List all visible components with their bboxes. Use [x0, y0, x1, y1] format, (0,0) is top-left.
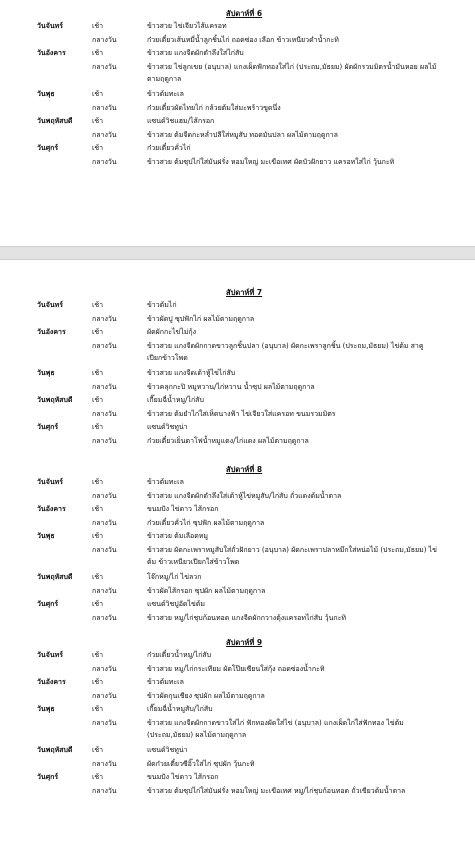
menu-row — [0, 394, 475, 407]
meal-label: เช้า — [92, 49, 104, 58]
meal-label: กลางวัน — [92, 546, 117, 554]
meal-label: กลางวัน — [92, 759, 117, 768]
meal-label: กลางวัน — [92, 691, 117, 700]
menu-text: ข้าวสวย ต้มเลือดหมู — [147, 532, 208, 541]
meal-label: กลางวัน — [92, 382, 117, 391]
day-label: วันอังคาร — [37, 328, 66, 337]
menu-text: ข้าวสวย ต้มจืดกะหล่ำปลีใส่หมูสับ ทอดมันปลา ผลไม้ตามฤดูกาล — [147, 130, 338, 139]
menu-row — [0, 340, 475, 364]
meal-label: กลางวัน — [92, 103, 117, 112]
menu-text: ขนมปัง ไข่ดาว ไส้กรอก — [147, 505, 219, 514]
meal-label: กลางวัน — [92, 35, 117, 44]
meal-label: เช้า — [92, 746, 104, 755]
menu-text: ข้าวคลุกกะปิ หมูหวาน/ไก่หวาน น้ำซุป ผลไม้ตามฤดูกาล — [147, 382, 315, 391]
menu-row — [0, 381, 475, 394]
meal-label: กลางวัน — [92, 491, 117, 500]
meal-label: เช้า — [92, 396, 104, 405]
day-label: วันพุธ — [37, 369, 55, 377]
menu-text: ข้าวสวย แกงจืดผักตำลึงใส่ไก่สับ — [147, 49, 244, 58]
meal-label: กลางวัน — [92, 787, 117, 795]
meal-label: เช้า — [92, 301, 104, 309]
day-label: วันอังคาร — [37, 49, 66, 58]
day-label: วันศุกร์ — [37, 600, 59, 609]
menu-text: เกี๊ยมฉี่น้ำหมูสับ/ไก่สับ — [147, 705, 213, 714]
day-label: วันพุธ — [37, 705, 55, 714]
menu-text: แซนด์วิชทูน่า — [147, 423, 188, 432]
week-title: สัปดาห์ที่ 9 — [226, 638, 263, 647]
meal-label: เช้า — [92, 505, 104, 514]
week-title: สัปดาห์ที่ 7 — [226, 288, 263, 297]
menu-row — [0, 20, 475, 33]
day-label: วันอังคาร — [37, 505, 66, 514]
menu-row — [0, 571, 475, 584]
menu-row — [0, 421, 475, 434]
menu-text: ข้าวสวย ไข่เจียวไส้แครอท — [147, 22, 227, 30]
menu-text: ข้าวสวย แกงจืดผักตำลึงใส่เต้าหู้ไข่หมูสับ/ไก่สับ ถั่วแดงต้มน้ำตาล — [147, 491, 342, 500]
meal-label: เช้า — [92, 532, 104, 541]
day-label: วันศุกร์ — [37, 773, 59, 782]
menu-row — [0, 585, 475, 598]
menu-text: เกี๊ยมฉี่น้ำหมู/ไก่สับ — [147, 396, 204, 405]
menu-row — [0, 490, 475, 503]
meal-label: กลางวัน — [92, 314, 117, 323]
week-title: สัปดาห์ที่ 8 — [226, 465, 263, 474]
menu-text: ก๋วยเตี๋ยวผัดไทยไก่ กล้วยต้มใส่มะพร้าวขูดนึ่ง — [147, 103, 281, 112]
meal-label: เช้า — [92, 117, 104, 126]
meal-label: เช้า — [92, 651, 104, 659]
menu-row — [0, 88, 475, 101]
menu-row — [0, 717, 475, 741]
menu-row — [0, 367, 475, 380]
menu-text: ข้าวสวย หมู/ไก่ชุบก้อนทอด แกงจืดผักกวางตุ้งแครอทไก่สับ วุ้นกะทิ — [147, 614, 346, 622]
menu-text: ข้าวสวย ต้มยำไก่ใส่เห็ดนางฟ้า ไข่เจียวใส่แครอท ขนมรวมมิตร — [147, 409, 336, 418]
menu-text: ข้าวสวย ผัดกะเพราหมูสับใส่ถั่วฝักยาว (อนุบาล) ผัดกะเพราปลาหมึกใส่หน่อไม้ (ประถม,มัธยม) ไข่ต้ม ข้าวเหนียวเปียกใส่ข้าวโพด — [147, 546, 437, 566]
day-label: วันพฤหัสบดี — [37, 746, 73, 755]
day-label: วันพุธ — [37, 90, 55, 98]
day-label: วันจันทร์ — [37, 478, 63, 486]
menu-row — [0, 61, 475, 85]
meal-label: เช้า — [92, 478, 104, 486]
meal-label: เช้า — [92, 600, 104, 609]
meal-label: กลางวัน — [92, 409, 117, 418]
day-label: วันศุกร์ — [37, 144, 59, 153]
meal-label: กลางวัน — [92, 158, 117, 166]
menu-row — [0, 503, 475, 516]
menu-row — [0, 299, 475, 312]
menu-text: แซนด์วิชแฮม/ไส้กรอก — [147, 117, 215, 126]
menu-row — [0, 326, 475, 339]
menu-text: ข้าวสวย แกงจืดผักกาดขาวลูกชิ้นปลา (อนุบาล) ผัดกะเพราลูกชิ้น (ประถม,มัธยม) ไข่ต้ม สาคูเปียกข้าวโพด — [147, 341, 424, 362]
menu-row — [0, 676, 475, 689]
meal-label: เช้า — [92, 705, 104, 714]
menu-text: ข้าวผัดไส้กรอก ซุปผัก ผลไม้ตามฤดูกาล — [147, 586, 266, 595]
menu-text: ข้าวสวย แกงจืดผักกาดขาวใส่ไก่ ฟักทองผัดใส่ไข่ (อนุบาล) แกงเผ็ดไก่ใส่ฟักทอง ไข่ต้ม (ประถม,มัธยม) ผลไม้ตามฤดูกาล — [147, 719, 404, 739]
menu-text: ข้าวต้มทะเล — [147, 90, 184, 98]
day-label: วันอังคาร — [37, 678, 66, 687]
meal-label: กลางวัน — [92, 437, 117, 445]
menu-row — [0, 156, 475, 169]
menu-row — [0, 612, 475, 625]
day-label: วันพฤหัสบดี — [37, 396, 73, 405]
menu-text: ข้าวต้มทะเล — [147, 678, 184, 687]
menu-text: ก๋วยเตี๋ยวคั่วไก่ ซุปฟัก ผลไม้ตามฤดูกาล — [147, 518, 265, 527]
meal-label: กลางวัน — [92, 719, 117, 727]
meal-label: เช้า — [92, 369, 104, 377]
menu-text: ผัดก๋วยเตี๋ยวซีอิ๊วใส่ไก่ ซุปผัก วุ้นกะทิ — [147, 759, 255, 768]
menu-row — [0, 34, 475, 47]
meal-label: เช้า — [92, 90, 104, 98]
menu-text: ข้าวสวย แกงจืดเต้าหู้ไข่ไก่สับ — [147, 369, 236, 377]
meal-label: กลางวัน — [92, 586, 117, 595]
menu-text: ข้าวต้มไก่ — [147, 301, 177, 309]
menu-text: ก๋วยเตี๋ยวเส้นหมี่น้ำลูกชิ้นไก่ ถอดซ่อง เลือก ข้าวเหนียวดำน้ำกะทิ — [147, 35, 339, 44]
week-title: สัปดาห์ที่ 6 — [226, 9, 263, 18]
menu-row — [0, 313, 475, 326]
menu-text: ก๋วยเตี๋ยวน้ำหมู/ไก่สับ — [147, 651, 212, 659]
day-label: วันพฤหัสบดี — [37, 573, 73, 582]
menu-row — [0, 785, 475, 798]
menu-row — [0, 517, 475, 530]
menu-row — [0, 649, 475, 662]
meal-label: เช้า — [92, 22, 104, 30]
day-label: วันพุธ — [37, 532, 55, 541]
meal-label: เช้า — [92, 328, 104, 337]
menu-row — [0, 142, 475, 155]
page-separator — [0, 246, 475, 260]
menu-row — [0, 544, 475, 568]
menu-text: แซนด์วิชทูน่า — [147, 746, 188, 755]
menu-text: ข้าวผัดกุนเชียง ซุปผัก ผลไม้ตามฤดูกาล — [147, 691, 265, 700]
menu-row — [0, 408, 475, 421]
meal-label: เช้า — [92, 573, 104, 582]
menu-row — [0, 47, 475, 60]
day-label: วันจันทร์ — [37, 651, 63, 659]
menu-row — [0, 771, 475, 784]
meal-label: เช้า — [92, 678, 104, 687]
meal-label: กลางวัน — [92, 62, 117, 71]
menu-text: ผัดผักกะไข่ไม่กุ้ง — [147, 328, 197, 337]
meal-label: กลางวัน — [92, 341, 117, 350]
meal-label: กลางวัน — [92, 130, 117, 139]
menu-text: ข้าวสวย ต้มซุปไก่ใส่มันฝรั่ง หอมใหญ่ มะเขือเทศ หมู/ไก่ชุบก้อนทอด ถั่วเขียวต้มน้ำตาล — [147, 787, 406, 795]
menu-row — [0, 598, 475, 611]
menu-text: ก๋วยเตี๋ยวเย็นตาโฟน้ำหมูแดง/ไก่แดง ผลไม้ตามฤดูกาล — [147, 437, 309, 445]
menu-text: ขนมปัง ไข่ดาว ไส้กรอก — [147, 773, 219, 782]
menu-text: ข้าวสวย ต้มซุปไก่ใส่มันฝรั่ง หอมใหญ่ มะเขือเทศ ผัดบัวฝักยาว แครอทใส่ไก่ วุ้นกะทิ — [147, 158, 395, 166]
menu-row — [0, 703, 475, 716]
menu-text: ข้าวต้มทะเล — [147, 478, 184, 486]
menu-text: ข้าวผัดปู ซุปฟักไก่ ผลไม้ตามฤดูกาล — [147, 314, 255, 323]
menu-text: ข้าวสวย ไข่ลูกเขย (อนุบาล) แกงเผ็ดฟักทองใส่ไก่ (ประถม,มัธยม) ผัดผักรวมมิตรน้ำมันหอย ผลไม้ตามฤดูกาล — [147, 62, 437, 83]
menu-row — [0, 744, 475, 757]
meal-label: กลางวัน — [92, 614, 117, 622]
meal-label: เช้า — [92, 144, 104, 153]
menu-row — [0, 435, 475, 448]
menu-text: ก๋วยเตี๋ยวคั่วไก่ — [147, 144, 191, 153]
meal-label: กลางวัน — [92, 664, 117, 673]
menu-row — [0, 663, 475, 676]
menu-text: ข้าวสวย หมู/ไก่กระเทียม ผัดโป๊ยเซียนใส่กุ้ง ถอดซ่องน้ำกะทิ — [147, 664, 325, 673]
menu-row — [0, 530, 475, 543]
menu-row — [0, 690, 475, 703]
meal-label: เช้า — [92, 423, 104, 432]
menu-row — [0, 115, 475, 128]
menu-row — [0, 476, 475, 489]
day-label: วันศุกร์ — [37, 423, 59, 432]
day-label: วันจันทร์ — [37, 22, 63, 30]
day-label: วันจันทร์ — [37, 301, 63, 309]
meal-label: กลางวัน — [92, 518, 117, 527]
menu-text: แซนด์วิชปูอัดไข่ต้ม — [147, 600, 205, 609]
menu-row — [0, 102, 475, 115]
menu-text: โจ๊กหมู/ไก่ ไข่ลวก — [147, 573, 202, 582]
menu-row — [0, 129, 475, 142]
meal-label: เช้า — [92, 773, 104, 782]
day-label: วันพฤหัสบดี — [37, 117, 73, 126]
menu-row — [0, 758, 475, 771]
